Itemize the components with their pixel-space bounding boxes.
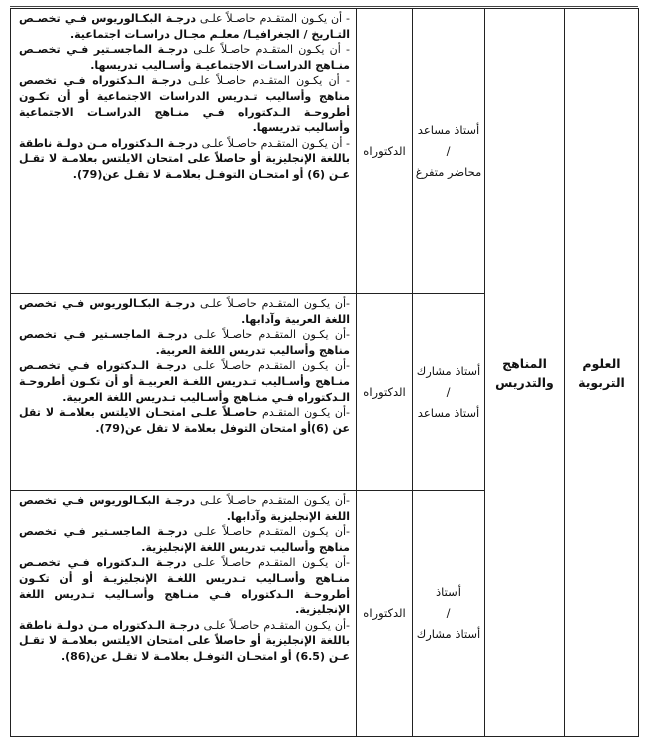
department-cell: [485, 9, 565, 737]
conditions-cell: [11, 9, 357, 294]
degree-label: الدكتوراه: [363, 606, 406, 620]
degree-cell: [357, 294, 413, 491]
degree-label: الدكتوراه: [363, 384, 406, 399]
college-cell: [565, 9, 639, 737]
degree-cell: [357, 491, 413, 737]
conditions-list: [11, 294, 356, 438]
condition-item: -أن يكـون المتقـدم حاصـلاً علـى درجـة الماجسـتير فـي تخصص مناهج وأساليب تدريس اللغة العربية.: [19, 328, 350, 357]
department-name: المناهج والتدريس: [495, 355, 554, 390]
rank-separator: /: [446, 384, 451, 399]
conditions-list: [11, 9, 356, 185]
condition-item: -أن يكـون المتقـدم حاصـلاً علـى درجـة الـدكتوراه مـن دولـة ناطقة باللغة الإنجليزية أو حاصلاً على امتحان الايلتس بعلامـة لا تقـل عـن (6.5) أو امتحـان التوفـل بعلامـة لا تقـل عن(86).: [19, 618, 350, 663]
rank-cell: [413, 491, 485, 737]
top-rule: [10, 6, 638, 7]
rank-top: أستاذ مساعد: [417, 122, 480, 137]
condition-item: -أن يكـون المتقـدم حاصـلاً علـى درجـة الـدكتوراه فـي تخصـص منـاهج وأسـاليب تـدريس اللغـة الإنجليزيـة أو أن تكـون أطروحـة الـدكتوراه فـي منـاهج وأسـاليب تـدريس اللغة الإنجليزية.: [19, 556, 350, 617]
condition-item: -أن يكـون المتقـدم حاصـلاً علـى درجـة البكـالوريوس فـي تخصص اللغة العربية وآدابها.: [19, 297, 350, 326]
rank-bottom: محاضر متفرغ: [415, 164, 482, 179]
condition-item: -أن يكـون المتقـدم حاصـلاً علـى درجـة الماجسـتير فـي تخصص مناهج وأساليب تدريس اللغة الإنجليزية.: [19, 525, 350, 554]
college-name: العلوم التربوية: [578, 355, 625, 390]
conditions-cell: [11, 294, 357, 491]
table-row: [11, 9, 639, 294]
rank-separator: /: [446, 143, 451, 158]
conditions-cell: [11, 491, 357, 737]
condition-item: - أن يكـون المتقـدم حاصـلاً علـى درجـة الـدكتوراه فـي تخصص مناهج وأساليب تـدريس الدراسات الاجتماعية أو أن تكـون أطروحـة الـدكتوراه فـي منـاهج الدراسـات الاجتماعية وأساليب تدريسها.: [19, 74, 350, 135]
rank-separator: /: [446, 606, 451, 620]
rank-top: أستاذ مشارك: [416, 363, 481, 378]
condition-item: - أن يكـون المتقـدم حاصـلاً علـى درجـة البكـالوريوس فـي تخصـص التـاريخ / الجغرافيـا/ معلـم مجـال دراسـات اجتماعية.: [19, 12, 350, 41]
condition-item: -أن يكـون المتقـدم حاصـلاً علـى امتحـان الايلتس بعلامـة لا تقل عن (6)أو امتحان التوفل بعلامة لا تقل عن(79).: [19, 406, 350, 435]
degree-label: الدكتوراه: [363, 143, 406, 158]
requirements-table: [10, 8, 639, 737]
rank-cell: [413, 9, 485, 294]
rank-cell: [413, 294, 485, 491]
degree-cell: [357, 9, 413, 294]
rank-bottom: أستاذ مساعد: [417, 405, 480, 420]
condition-item: - أن يكـون المتقـدم حاصـلاً علـى درجـة الـدكتوراه مـن دولـة ناطقة باللغة الإنجليزية أو حاصلاً على امتحان الايلتس بعلامـة لا تقـل عـن (6) أو امتحـان التوفـل بعلامـة لا تقـل عن(79).: [19, 136, 350, 181]
condition-item: -أن يكـون المتقـدم حاصـلاً علـى درجـة البكـالوريوس فـي تخصص اللغة الإنجليزية وآدابها.: [19, 494, 350, 523]
rank-top: أستاذ: [436, 585, 461, 599]
condition-item: -أن يكـون المتقـدم حاصـلاً علـى درجـة الـدكتوراه فـي تخصـص منـاهج وأسـاليب تـدريس اللغـة العربيـة أو أن تكـون أطروحـة الـدكتوراه فـي منـاهج وأسـاليب تـدريس اللغة العربية.: [19, 359, 350, 404]
condition-item: - أن يكـون المتقـدم حاصـلاً علـى درجـة الماجسـتير فـي تخصـص منـاهج الدراسـات الاجتماعيـة وأسـاليب تدريسها.: [19, 43, 350, 72]
rank-bottom: أستاذ مشارك: [416, 627, 481, 641]
conditions-list: [11, 491, 356, 667]
